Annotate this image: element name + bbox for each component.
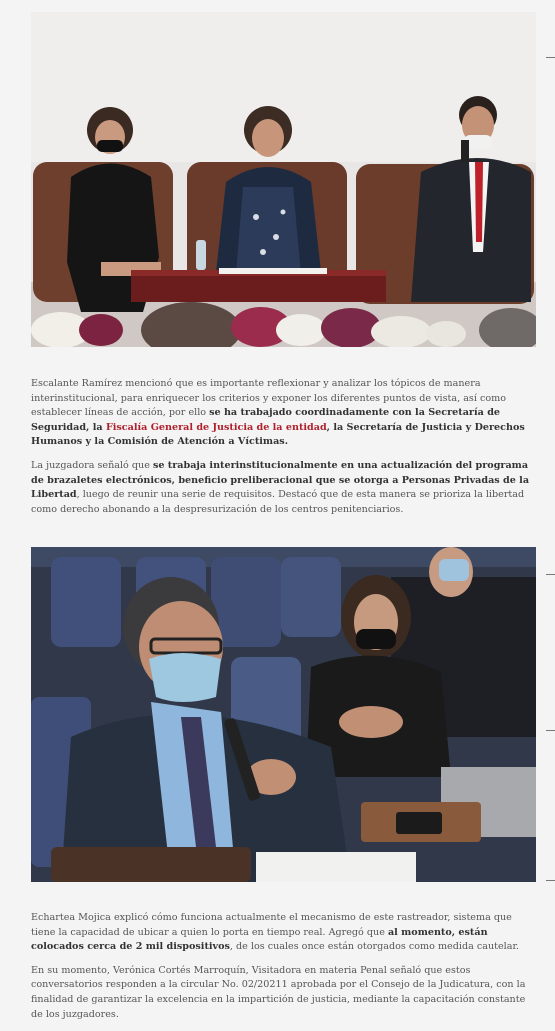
bold-text: se ha trabajado coordinadamente con la Secretaría de Seguridad, la	[31, 407, 501, 433]
sidebar-rule	[546, 57, 555, 58]
paragraph-text: La juzgadora señaló que	[31, 459, 153, 471]
sidebar-rule	[546, 880, 555, 881]
paragraph-text: En su momento, Verónica Cortés Marroquín, Visitadora en materia Penal señaló que estos conversatorios responden a la circular No. 02/20211 aprobada por el Consejo de la Judicatura, con la finalidad de garantizar la excelencia en la impartición de justicia, mediante la capacitación constante de los juzgadores.	[31, 964, 526, 1020]
panel-photo-illustration	[31, 12, 536, 347]
paragraph-cortes	[31, 964, 537, 1022]
photo-panel-speakers	[31, 12, 536, 347]
paragraph-juzgadora	[31, 459, 537, 517]
photo-speaker	[31, 547, 536, 882]
paragraph-escalante	[31, 377, 537, 450]
paragraph-text: Echartea Mojica explicó cómo funciona actualmente el mecanismo de este rastreador, sistema que tiene la capacidad de ubicar a quien lo porta en tiempo real. Agregó que	[31, 912, 512, 938]
paragraph-text: , de los cuales once están otorgados como medida cautelar.	[229, 941, 520, 953]
sidebar-rule	[546, 730, 555, 731]
paragraph-text: Escalante Ramírez mencionó que es importante reflexionar y analizar los tópicos de manera interinstitucional, para enriquecer los criterios y exponer los diferentes puntos de vista, así como establecer líneas de acción, por ello	[31, 378, 506, 419]
bold-text: se trabaja interinstitucionalmente en una actualización del programa de brazaletes electrónicos, beneficio preliberacional que se otorga a Personas Privadas de la Libertad	[31, 459, 530, 501]
article-body-bottom	[31, 911, 537, 1031]
paragraph-text: , luego de reunir una serie de requisitos. Destacó que de esta manera se prioriza la libertad como derecho abonando a la despresurización de los centros penitenciarios.	[31, 489, 525, 515]
bold-text: al momento, están colocados cerca de 2 mil dispositivos	[31, 926, 488, 953]
article-body-top	[31, 377, 537, 526]
speaker-photo-illustration	[31, 547, 536, 882]
fiscalia-link[interactable]: Fiscalía General de Justicia de la entidad	[105, 421, 327, 433]
sidebar-rule	[546, 574, 555, 575]
bold-text: , la Secretaría de Justicia y Derechos Humanos y la Comisión de Atención a Víctimas.	[31, 421, 525, 448]
paragraph-echartea	[31, 911, 537, 955]
